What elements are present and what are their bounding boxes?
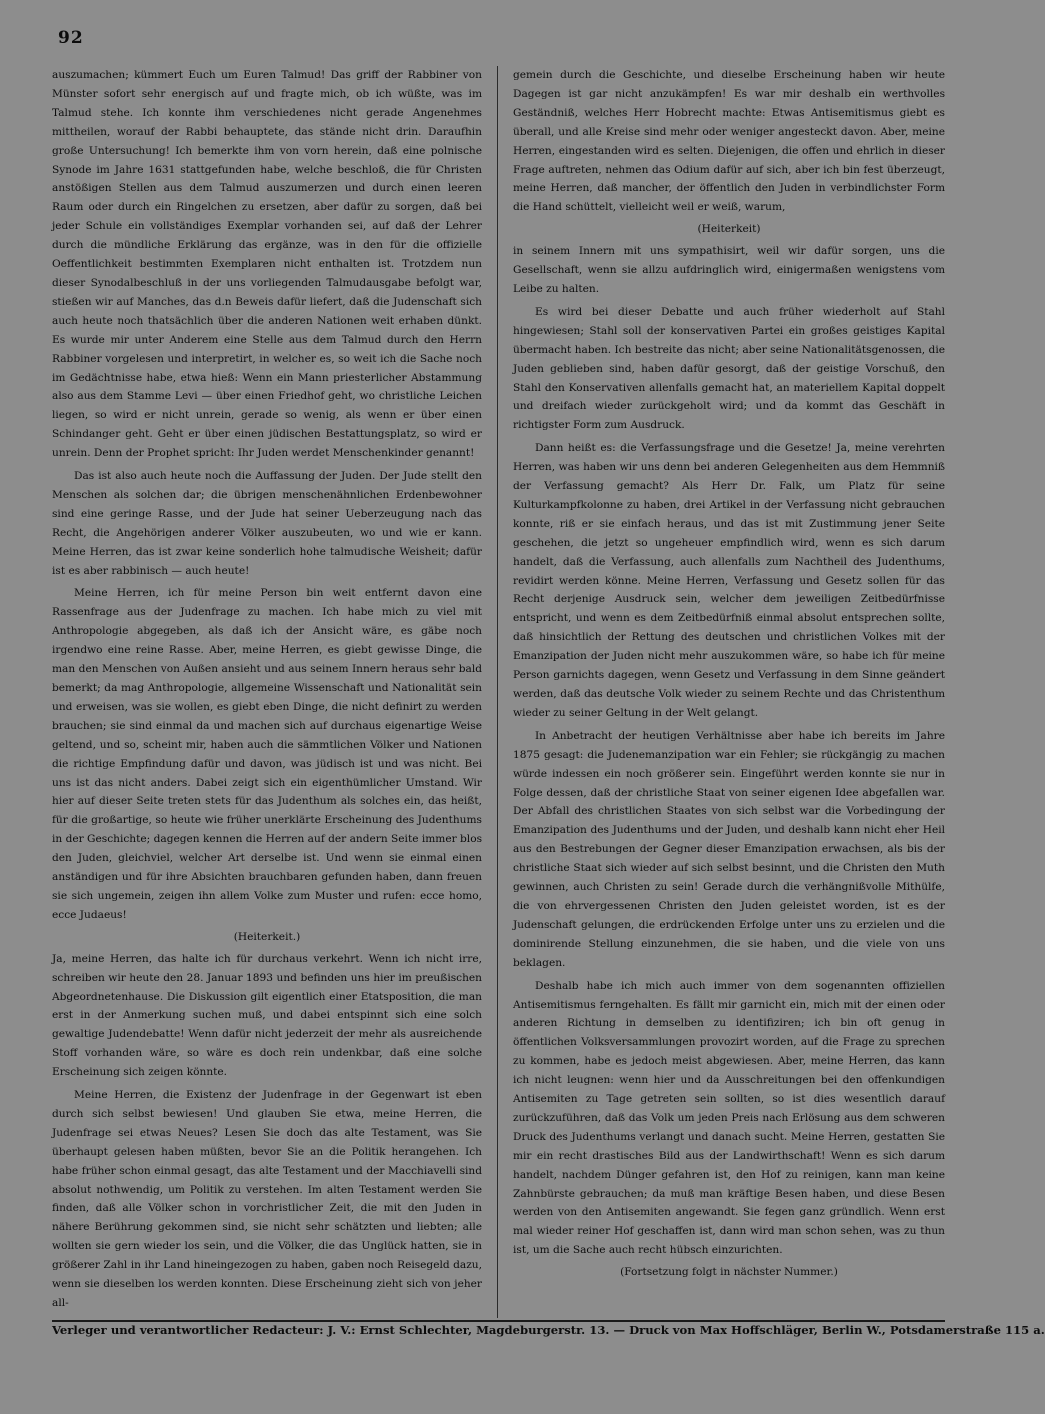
paragraph: Es wird bei dieser Debatte und auch früher wiederholt auf Stahl hingewiesen; Stahl soll der konservativen Partei ein großes geistiges Kapital übermacht haben. Ich bestreite das nicht; aber seine Nationalitätsgenossen, die Juden geblieben sind, haben dafür gesorgt, daß der geistige Vorschuß, den Stahl den Konservativen allenfalls gemacht hat, an materiellem Kapital doppelt und dreifach wieder zurückgeholt wird; und da kommt das Geschäft in richtigster Form zum Ausdruck.: [513, 305, 945, 432]
left-column: [52, 66, 482, 1313]
paragraph: gemein durch die Geschichte, und dieselbe Erscheinung haben wir heute Dagegen ist gar nicht anzukämpfen! Es war mir deshalb ein werthvolles Geständniß, welches Herr Hobrecht machte: Etwas Antisemitismus giebt es überall, und alle Kreise sind mehr oder weniger angesteckt davon. Aber, meine Herren, eingestanden wird es selten. Diejenigen, die offen und ehrlich in dieser Frage auftreten, nehmen das Odium dafür auf sich, aber ich bin fest überzeugt, meine Herren, daß mancher, der öffentlich den Juden in verbindlichster Form die Hand schüttelt, vielleicht weil er weiß, warum,: [513, 69, 945, 214]
paragraph: Das ist also auch heute noch die Auffassung der Juden. Der Jude stellt den Menschen als solchen dar; die übrigen menschenähnlichen Erdenbewohner sind eine geringe Rasse, und der Jude hat seiner Ueberzeugung nach das Recht, die Angehörigen anderer Völker auszubeuten, wo und wie er kann. Meine Herren, das ist zwar keine sonderlich hohe talmudische Weisheit; dafür ist es aber rabbinisch — auch heute!: [52, 470, 482, 577]
paragraph: Deshalb habe ich mich auch immer von dem sogenannten offiziellen Antisemitismus ferngehalten. Es fällt mir garnicht ein, mich mit der einen oder anderen Richtung in demselben zu identifiziren; ich bin oft genug in öffentlichen Volksversammlungen provozirt worden, auf die Frage zu sprechen zu kommen, habe es jedoch meist abgewiesen. Aber, meine Herren, das kann ich nicht leugnen: wenn hier und da Ausschreitungen bei den offenkundigen Antisemiten zu Tage getreten sein sollten, so ist dies wesentlich darauf zurückzuführen, daß das Volk um jeden Preis nach Erlösung aus dem schweren Druck des Judenthums verlangt und danach sucht. Meine Herren, gestatten Sie mir ein recht drastisches Bild aus der Landwirthschaft! Wenn es sich darum handelt, nachdem Dünger gefahren ist, den Hof zu reinigen, kann man keine Zahnbürste gebrauchen; da muß man kräftige Besen haben, und diese Besen werden von den Antisemiten angewandt. Sie fegen ganz gründlich. Wenn erst mal wieder reiner Hof geschaffen ist, dann wird man schon sehen, was zu thun ist, um die Sache auch recht hübsch einzurichten.: [513, 979, 945, 1257]
paragraph: Dann heißt es: die Verfassungsfrage und die Gesetze! Ja, meine verehrten Herren, was haben wir uns denn bei anderen Gelegenheiten aus dem Hemmniß der Verfassung gemacht? Als Herr Dr. Falk, um Platz für seine Kulturkampfkolonne zu haben, drei Artikel in der Verfassung nicht gebrauchen konnte, riß er sie einfach heraus, und das ist mit Zustimmung jener Seite geschehen, die jetzt so ungeheuer empfindlich wird, wenn es sich darum handelt, daß die Verfassung, auch allenfalls zum Nachtheil des Judenthums, revidirt werden könne. Meine Herren, Verfassung und Gesetz sollen für das Recht derjenige Ausdruck sein, welcher dem jeweiligen Zeitbedürfnisse entspricht, und wenn es dem Zeitbedürfniß einmal absolut entsprechen sollte, daß hinsichtlich der Rettung des deutschen und christlichen Volkes mit der Emanzipation der Juden nicht mehr auszukommen wäre, so habe ich für meine Person garnichts dagegen, wenn Gesetz und Verfassung in dem Sinne geändert werden, daß das deutsche Volk wieder zu seinem Rechte und das Christenthum wieder zu seiner Geltung in der Welt gelangt.: [513, 442, 945, 719]
right-column: [513, 66, 945, 1285]
paragraph: Ja, meine Herren, das halte ich für durchaus verkehrt. Wenn ich nicht irre, schreiben wir heute den 28. Januar 1893 und befinden uns hier im preußischen Abgeordnetenhause. Die Diskussion gilt eigentlich einer Etatsposition, die man erst in der Anmerkung suchen muß, und dabei entspinnt sich eine solch gewaltige Judendebatte! Wenn dafür nicht jederzeit der mehr als ausreichende Stoff vorhanden wäre, so wäre es doch rein undenkbar, daß eine solche Erscheinung sich zeigen könnte.: [52, 952, 482, 1079]
paragraph: in seinem Innern mit uns sympathisirt, weil wir dafür sorgen, uns die Gesellschaft, wenn sie allzu aufdringlich wird, einigermaßen wenigstens vom Leibe zu halten.: [513, 245, 945, 295]
page-number: 92: [58, 28, 84, 48]
imprint-footer: Verleger und verantwortlicher Redacteur: J. V.: Ernst Schlechter, Magdeburgerstr. 13. — Druck von Max Hoffschläger, Berlin W., Potsdamerstraße 115 a.: [52, 1323, 1045, 1337]
paragraph: Meine Herren, ich für meine Person bin weit entfernt davon eine Rassenfrage aus der Judenfrage zu machen. Ich habe mich zu viel mit Anthropologie abgegeben, als daß ich der Ansicht wäre, es gäbe noch irgendwo eine reine Rasse. Aber, meine Herren, es giebt gewisse Dinge, die man den Menschen von Außen ansieht und aus seinem Innern heraus sehr bald bemerkt; da mag Anthropologie, allgemeine Wissenschaft und Nationalität sein und erweisen, was sie wollen, es giebt eben Dinge, die nicht definirt zu werden brauchen; sie sind einmal da und machen sich auf durchaus eigenartige Weise geltend, und so, scheint mir, haben auch die sämmtlichen Völker und Nationen die richtige Empfindung dafür und davon, was jüdisch ist und was nicht. Bei uns ist das nicht anders. Dabei zeigt sich ein eigenthümlicher Umstand. Wir hier auf dieser Seite treten stets für das Judenthum als solches ein, das heißt, für die großartige, so heute wie früher unerklärte Erscheinung des Judenthums in der Geschichte; dagegen kennen die Herren auf der andern Seite immer blos den Juden, gleichviel, welcher Art derselbe ist. Und wenn sie einmal einen anständigen und für ihre Absichten brauchbaren gefunden haben, dann freuen sie sich ungemein, zeigen ihn allem Volke zum Muster und rufen: ecce homo, ecce Judaeus!: [52, 587, 483, 921]
paragraph: auszumachen; kümmert Euch um Euren Talmud! Das griff der Rabbiner von Münster sofort sehr energisch auf und fragte mich, ob ich wüßte, was im Talmud stehe. Ich konnte ihm verschiedenes nicht gerade Angenehmes mittheilen, worauf der Rabbi behauptete, das stände nicht drin. Daraufhin große Untersuchung! Ich bemerkte ihm von vorn herein, daß eine polnische Synode im Jahre 1631 stattgefunden habe, welche beschloß, die für Christen anstößigen Stellen aus dem Talmud auszumerzen und durch einen leeren Raum oder durch ein Ringelchen zu ersetzen, aber dafür zu sorgen, daß bei jeder Schule ein vollständiges Exemplar vorhanden sei, auf daß der Lehrer durch die mündliche Erklärung das ergänze, was in den für die offizielle Oeffentlichkeit bestimmten Exemplaren nicht enthalten ist. Trotzdem nun dieser Synodalbeschluß in der uns vorliegenden Talmudausgabe befolgt war, stießen wir auf Manches, das d.n Beweis dafür liefert, daß die Judenschaft sich auch heute noch thatsächlich über die anderen Nationen weit erhaben dünkt. Es wurde mir unter Anderem eine Stelle aus dem Talmud durch den Herrn Rabbiner vorgelesen und interpretirt, in welcher es, so weit ich die Sache noch im Gedächtnisse habe, etwa hieß: Wenn ein Mann priesterlicher Abstammung also aus dem Stamme Levi — über einen Friedhof geht, wo christliche Leichen liegen, so wird er nicht unrein, gerade so wenig, als wenn er über einen Schindanger geht. Geht er über einen jüdischen Bestattungsplatz, so wird er unrein. Denn der Prophet spricht: Ihr Juden werdet Menschenkinder genannt!: [52, 69, 482, 460]
paragraph: Meine Herren, die Existenz der Judenfrage in der Gegenwart ist eben durch sich selbst bewiesen! Und glauben Sie etwa, meine Herren, die Judenfrage sei etwas Neues? Lesen Sie doch das alte Testament, was Sie überhaupt gelesen haben müßten, bevor Sie an die Politik herangehen. Ich habe früher schon einmal gesagt, das alte Testament und der Macchiavelli sind absolut nothwendig, um Politik zu verstehen. Im alten Testament werden Sie finden, daß alle Völker schon in vorchristlicher Zeit, die mit den Juden in nähere Berührung gekommen sind, sie nicht sehr schätzten und liebten; alle wollten sie gern wieder los sein, und die Völker, die das Unglück hatten, sie in größerer Zahl in ihr Land hineingezogen zu haben, gaben noch Reisegeld dazu, wenn sie dieselben los werden konnten. Diese Erscheinung zieht sich von jeher all-: [52, 1089, 482, 1309]
continuation-note: (Fortsetzung folgt in nächster Nummer.): [620, 1266, 838, 1279]
stage-direction: (Heiterkeit): [697, 223, 761, 236]
stage-direction: (Heiterkeit.): [233, 930, 301, 943]
paragraph: In Anbetracht der heutigen Verhältnisse aber habe ich bereits im Jahre 1875 gesagt: die Judenemanzipation war ein Fehler; sie rückgängig zu machen würde indessen ein noch größerer sein. Eingeführt werden konnte sie nur in Folge dessen, daß der christliche Staat von seiner eigenen Idee abgefallen war. Der Abfall des christlichen Staates von sich selbst war die Vorbedingung der Emanzipation des Judenthums und der Juden, und deshalb kann nicht eher Heil aus den Bestrebungen der Gegner dieser Emanzipation erwachsen, als bis der christliche Staat sich wieder auf sich selbst besinnt, und die Christen den Muth gewinnen, auch Christen zu sein! Gerade durch die verhängnißvolle Mithülfe, die von ehrvergessenen Christen den Juden geleistet worden, ist es der Judenschaft gelungen, die erdrückenden Erfolge unter uns zu erzielen und die dominirende Stellung einzunehmen, die sie haben, und die viele von uns beklagen.: [513, 729, 945, 969]
column-divider: [497, 66, 498, 1318]
